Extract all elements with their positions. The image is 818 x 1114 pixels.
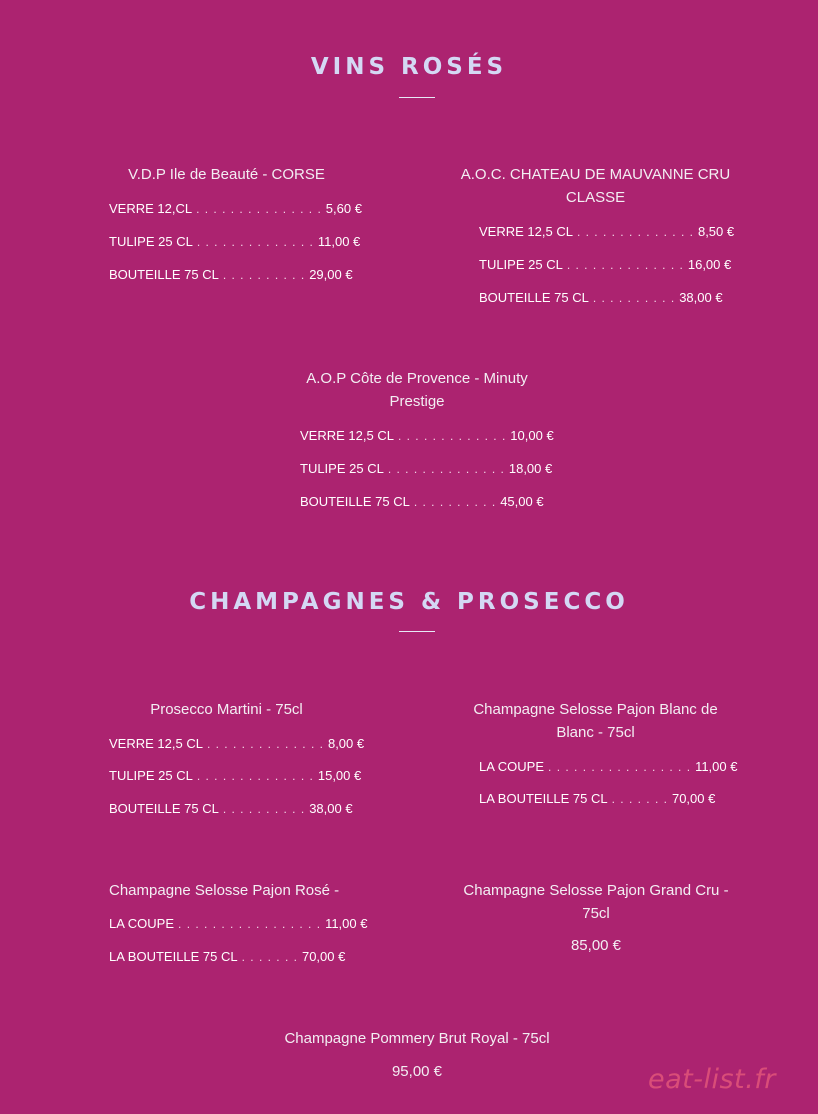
dot-leader: . . . . . . . . . .	[592, 291, 676, 305]
dot-leader: . . . . . . .	[611, 792, 668, 806]
wine-name-line1: A.O.C. CHATEAU DE MAUVANNE CRU	[460, 166, 731, 183]
wine-card-vdp-corse	[109, 163, 344, 186]
size-label: TULIPE 25 CL	[109, 234, 193, 249]
price: 18,00 €	[508, 461, 553, 476]
size-label: VERRE 12,5 CL	[109, 736, 203, 751]
dot-leader: . . . . . . . . . . . . . .	[206, 737, 324, 751]
price: 15,00 €	[317, 768, 362, 783]
wine-name-line1: A.O.P Côte de Provence - Minuty	[306, 370, 528, 387]
dot-leader: . . . . . . . . . .	[222, 268, 306, 282]
dot-leader: . . . . . . . . . . . . . .	[566, 258, 684, 272]
dot-leader: . . . . . . .	[241, 950, 298, 964]
dot-leader: . . . . . . . . . . . . . .	[196, 235, 314, 249]
dot-leader: . . . . . . . . . . . . . . . . .	[178, 917, 322, 931]
wine-name: Champagne Selosse Pajon Rosé -	[109, 882, 340, 899]
price: 10,00 €	[510, 428, 554, 443]
section-divider	[399, 97, 435, 98]
price: 5,60 €	[325, 201, 362, 216]
wine-name-line1: Champagne Selosse Pajon Grand Cru -	[463, 882, 729, 899]
wine-name: Champagne Pommery Brut Royal - 75cl	[284, 1030, 550, 1047]
wine-card-prosecco	[109, 698, 344, 721]
wine-card-selosse-blanc	[448, 698, 743, 744]
size-label: LA COUPE	[109, 916, 175, 931]
price-row	[109, 916, 368, 931]
section-title-champagnes: CHAMPAGNES & PROSECCO	[189, 589, 629, 615]
dot-leader: . . . . . . . . . .	[413, 495, 497, 509]
size-label: VERRE 12,CL	[109, 201, 193, 216]
price: 8,00 €	[327, 736, 365, 751]
size-label: LA BOUTEILLE 75 CL	[479, 791, 608, 806]
size-label: BOUTEILLE 75 CL	[479, 290, 589, 305]
price-row	[109, 234, 361, 249]
price-row	[300, 461, 553, 476]
price-row	[109, 801, 353, 816]
wine-name: V.D.P Ile de Beauté - CORSE	[128, 166, 325, 183]
price: 11,00 €	[695, 759, 738, 774]
wine-card-minuty	[267, 367, 567, 413]
price: 38,00 €	[309, 801, 353, 816]
price: 29,00 €	[309, 267, 353, 282]
price: 38,00 €	[679, 290, 723, 305]
price-row	[479, 791, 714, 806]
size-label: BOUTEILLE 75 CL	[300, 494, 410, 509]
size-label: LA COUPE	[479, 759, 545, 774]
dot-leader: . . . . . . . . . . . . . .	[196, 769, 314, 783]
price-row	[300, 428, 554, 443]
wine-card-selosse-grand-cru	[446, 879, 746, 925]
section-title-vins-roses: VINS ROSÉS	[310, 54, 508, 80]
price-row	[479, 759, 738, 774]
wine-card-mauvanne	[448, 163, 743, 209]
size-label: BOUTEILLE 75 CL	[109, 801, 219, 816]
price: 11,00 €	[317, 234, 361, 249]
wine-name-line2: Prestige	[389, 393, 445, 410]
price-row	[109, 736, 365, 751]
wine-name-line1: Champagne Selosse Pajon Blanc de	[473, 701, 718, 718]
wine-card-selosse-rose	[109, 879, 369, 902]
price-row	[479, 257, 732, 272]
dot-leader: . . . . . . . . . . . . . . . . .	[548, 760, 692, 774]
price-row	[479, 290, 723, 305]
price-row	[109, 201, 362, 216]
price-row	[109, 768, 362, 783]
size-label: VERRE 12,5 CL	[479, 224, 573, 239]
price: 70,00 €	[671, 791, 716, 806]
size-label: TULIPE 25 CL	[300, 461, 384, 476]
dot-leader: . . . . . . . . . . . . .	[397, 429, 507, 443]
dot-leader: . . . . . . . . . . . . . .	[387, 462, 505, 476]
wine-name-line2: Blanc - 75cl	[556, 724, 635, 741]
price-row	[109, 267, 353, 282]
wine-name-line2: 75cl	[582, 905, 610, 922]
price: 8,50 €	[697, 224, 735, 239]
size-label: LA BOUTEILLE 75 CL	[109, 949, 238, 964]
price: 85,00 €	[570, 937, 622, 954]
price-row	[479, 224, 735, 239]
price-row	[109, 949, 344, 964]
dot-leader: . . . . . . . . . .	[222, 802, 306, 816]
price: 45,00 €	[500, 494, 544, 509]
price-row	[300, 494, 544, 509]
wine-card-pommery	[217, 1027, 617, 1050]
size-label: BOUTEILLE 75 CL	[109, 267, 219, 282]
price: 95,00 €	[391, 1063, 443, 1080]
price: 16,00 €	[687, 257, 732, 272]
price: 11,00 €	[325, 916, 368, 931]
size-label: TULIPE 25 CL	[479, 257, 563, 272]
size-label: VERRE 12,5 CL	[300, 428, 394, 443]
watermark-logo: eat-list.fr	[648, 1064, 776, 1095]
price: 70,00 €	[301, 949, 346, 964]
wine-name-line2: CLASSE	[565, 189, 626, 206]
size-label: TULIPE 25 CL	[109, 768, 193, 783]
wine-name: Prosecco Martini - 75cl	[150, 701, 303, 718]
dot-leader: . . . . . . . . . . . . . . .	[196, 202, 322, 216]
dot-leader: . . . . . . . . . . . . . .	[576, 225, 694, 239]
section-divider	[399, 631, 435, 632]
